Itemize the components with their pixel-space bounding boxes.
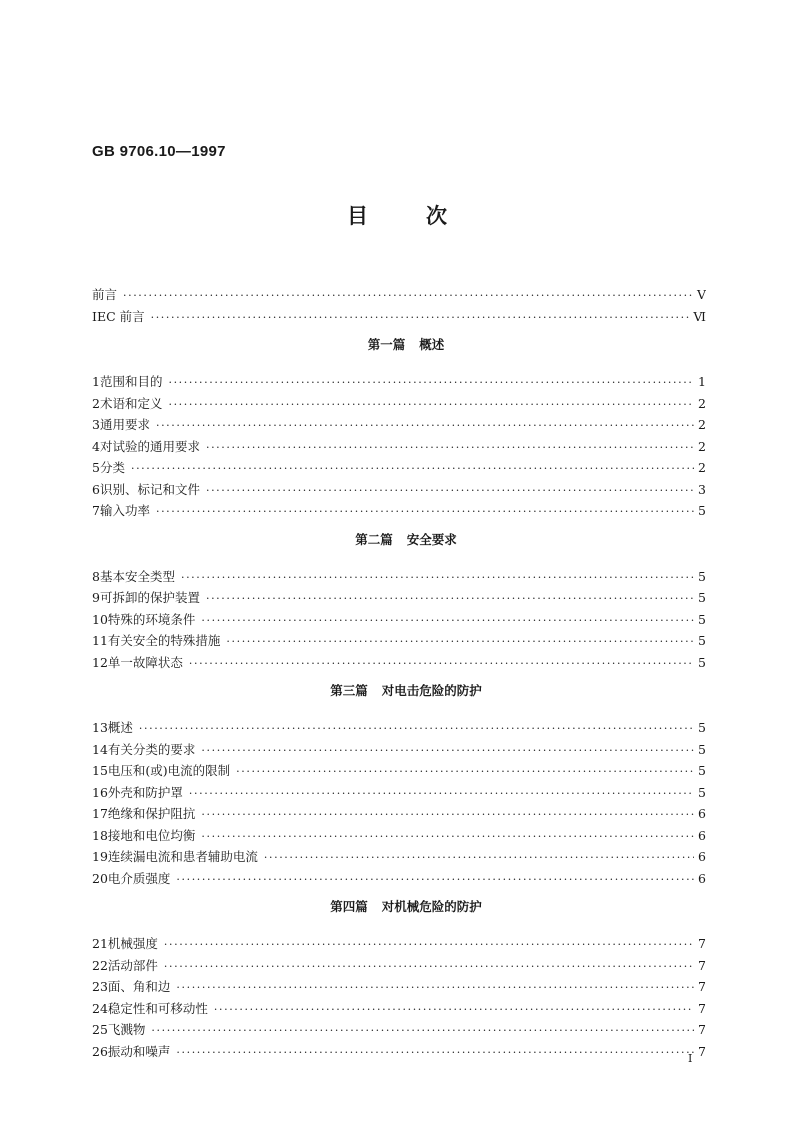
- toc-number: 10: [92, 611, 108, 627]
- toc-row[interactable]: [92, 480, 706, 502]
- toc-row[interactable]: [92, 458, 706, 480]
- toc-page: 3: [698, 481, 706, 497]
- toc-label: 机械强度: [107, 936, 158, 951]
- part-label: 第三篇: [330, 683, 368, 698]
- leader-dots: [123, 289, 693, 302]
- toc-row[interactable]: [92, 956, 706, 978]
- leader-dots: [156, 419, 694, 432]
- toc-number: 7: [92, 503, 100, 518]
- toc-row[interactable]: [92, 372, 706, 394]
- toc-row-front-iec-foreword[interactable]: [92, 307, 706, 329]
- part-label: 第二篇: [355, 531, 393, 547]
- toc-number: 11: [92, 633, 108, 648]
- toc-row[interactable]: [92, 740, 706, 762]
- toc-page: 1: [698, 374, 706, 389]
- leader-dots: [226, 635, 694, 648]
- toc-number: 19: [92, 849, 108, 864]
- toc-label: 术语和定义: [99, 395, 163, 411]
- toc-row[interactable]: [92, 869, 706, 891]
- part-title: 对电击危险的防护: [381, 683, 482, 698]
- leader-dots: [236, 765, 694, 778]
- part-heading: [92, 681, 706, 705]
- part-heading: [92, 335, 706, 359]
- toc-label: 连续漏电流和患者辅助电流: [107, 849, 258, 864]
- toc-row[interactable]: [92, 394, 706, 416]
- leader-dots: [168, 398, 694, 411]
- toc-row[interactable]: [92, 567, 706, 589]
- toc-label: 单一故障状态: [107, 654, 183, 670]
- toc-row[interactable]: [92, 847, 706, 869]
- toc-number: 4: [92, 438, 100, 454]
- toc-label: 接地和电位均衡: [107, 827, 196, 843]
- toc-label: 范围和目的: [99, 374, 163, 389]
- toc-label: 振动和噪声: [107, 1043, 171, 1059]
- table-of-contents: [92, 285, 706, 1063]
- leader-dots: [164, 938, 694, 951]
- toc-page: 5: [698, 763, 706, 778]
- toc-number: 24: [92, 1000, 108, 1016]
- toc-row[interactable]: [92, 653, 706, 675]
- part-heading: [92, 530, 706, 554]
- toc-label: 特殊的环境条件: [107, 611, 196, 627]
- toc-number: 12: [92, 654, 108, 670]
- toc-number: 18: [92, 827, 108, 843]
- toc-row[interactable]: [92, 783, 706, 805]
- toc-row-front-foreword[interactable]: [92, 285, 706, 307]
- toc-label: 前言: [92, 287, 118, 302]
- leader-dots: [201, 808, 694, 821]
- toc-row[interactable]: [92, 415, 706, 437]
- toc-label: 概述: [107, 720, 133, 735]
- toc-number: 17: [92, 806, 108, 821]
- toc-number: 23: [92, 979, 108, 994]
- toc-row[interactable]: [92, 826, 706, 848]
- toc-row[interactable]: [92, 934, 706, 956]
- toc-number: 9: [92, 590, 100, 605]
- toc-page: 2: [698, 417, 706, 432]
- leader-dots: [264, 851, 694, 864]
- toc-number: 26: [92, 1043, 108, 1059]
- toc-page: 7: [698, 1000, 706, 1016]
- toc-number: 20: [92, 870, 108, 886]
- toc-number: 21: [92, 936, 108, 951]
- toc-row[interactable]: [92, 761, 706, 783]
- toc-page: 2: [698, 395, 706, 411]
- toc-page: 5: [698, 741, 706, 757]
- toc-label: 通用要求: [99, 417, 150, 432]
- leader-dots: [164, 960, 694, 973]
- leader-dots: [201, 830, 694, 843]
- leader-dots: [189, 657, 694, 670]
- toc-title: 目次: [347, 204, 505, 228]
- part-title: 概述: [419, 337, 445, 352]
- leader-dots: [181, 571, 694, 584]
- toc-row[interactable]: [92, 804, 706, 826]
- toc-page: 7: [698, 1022, 706, 1037]
- toc-number: 3: [92, 417, 100, 432]
- toc-label: 电介质强度: [107, 870, 171, 886]
- toc-row[interactable]: [92, 437, 706, 459]
- toc-number: 6: [92, 481, 100, 497]
- part-title: 安全要求: [406, 531, 457, 547]
- leader-dots: [206, 592, 694, 605]
- toc-page: 2: [698, 460, 706, 475]
- toc-page: 5: [698, 590, 706, 605]
- toc-number: 1: [92, 374, 100, 389]
- toc-label: 活动部件: [107, 957, 158, 973]
- toc-label: 外壳和防护罩: [107, 784, 183, 800]
- toc-label: 基本安全类型: [99, 568, 175, 584]
- toc-page: 5: [698, 720, 706, 735]
- toc-page: 2: [698, 438, 706, 454]
- toc-label: 飞溅物: [107, 1022, 146, 1037]
- toc-page: 5: [698, 503, 706, 518]
- toc-page: 6: [698, 870, 706, 886]
- toc-label: IEC 前言: [92, 308, 145, 324]
- toc-label: 对试验的通用要求: [99, 438, 200, 454]
- toc-page: V: [696, 287, 706, 302]
- toc-page: Ⅵ: [693, 308, 706, 324]
- leader-dots: [176, 1046, 694, 1059]
- leader-dots: [206, 484, 694, 497]
- toc-number: 15: [92, 763, 108, 778]
- leader-dots: [168, 376, 694, 389]
- leader-dots: [131, 462, 694, 475]
- leader-dots: [206, 441, 694, 454]
- toc-number: 16: [92, 784, 108, 800]
- toc-page: 5: [698, 611, 706, 627]
- toc-number: 13: [92, 720, 108, 735]
- toc-page: 7: [698, 936, 706, 951]
- standard-code: GB 9706.10—1997: [92, 143, 226, 160]
- leader-dots: [201, 614, 694, 627]
- toc-label: 分类: [99, 460, 125, 475]
- toc-row[interactable]: [92, 1042, 706, 1064]
- page-folio: I: [688, 1052, 693, 1065]
- toc-number: 25: [92, 1022, 108, 1037]
- part-label: 第四篇: [330, 899, 368, 914]
- leader-dots: [139, 722, 694, 735]
- toc-page: 6: [698, 827, 706, 843]
- part-label: 第一篇: [367, 337, 406, 352]
- toc-row[interactable]: [92, 610, 706, 632]
- toc-number: 8: [92, 568, 100, 584]
- toc-number: 22: [92, 957, 108, 973]
- toc-page: 6: [698, 806, 706, 821]
- toc-page: 5: [698, 784, 706, 800]
- toc-label: 识别、标记和文件: [99, 481, 200, 497]
- toc-parts: [92, 335, 706, 1063]
- toc-page: 5: [698, 654, 706, 670]
- toc-label: 可拆卸的保护装置: [99, 590, 200, 605]
- toc-row[interactable]: [92, 977, 706, 999]
- toc-number: 14: [92, 741, 108, 757]
- toc-page: 7: [698, 957, 706, 973]
- leader-dots: [176, 873, 694, 886]
- toc-page: 7: [698, 979, 706, 994]
- toc-row[interactable]: [92, 999, 706, 1021]
- toc-row[interactable]: [92, 1020, 706, 1042]
- leader-dots: [176, 981, 694, 994]
- toc-page: 5: [698, 568, 706, 584]
- toc-page: 5: [698, 633, 706, 648]
- toc-page: 6: [698, 849, 706, 864]
- leader-dots: [156, 505, 694, 518]
- leader-dots: [201, 744, 694, 757]
- leader-dots: [189, 787, 694, 800]
- toc-row[interactable]: [92, 631, 706, 653]
- toc-row[interactable]: [92, 501, 706, 523]
- toc-label: 有关安全的特殊措施: [107, 633, 221, 648]
- leader-dots: [214, 1003, 694, 1016]
- toc-label: 稳定性和可移动性: [107, 1000, 208, 1016]
- toc-row[interactable]: [92, 588, 706, 610]
- leader-dots: [151, 311, 690, 324]
- toc-label: 绝缘和保护阻抗: [107, 806, 196, 821]
- part-heading: [92, 897, 706, 921]
- toc-number: 5: [92, 460, 100, 475]
- toc-label: 有关分类的要求: [107, 741, 196, 757]
- toc-label: 电压和(或)电流的限制: [107, 763, 231, 778]
- toc-label: 面、角和边: [107, 979, 171, 994]
- toc-row[interactable]: [92, 718, 706, 740]
- leader-dots: [151, 1024, 694, 1037]
- part-title: 对机械危险的防护: [381, 899, 482, 914]
- toc-number: 2: [92, 395, 100, 411]
- toc-label: 输入功率: [99, 503, 150, 518]
- toc-page: 7: [698, 1043, 706, 1059]
